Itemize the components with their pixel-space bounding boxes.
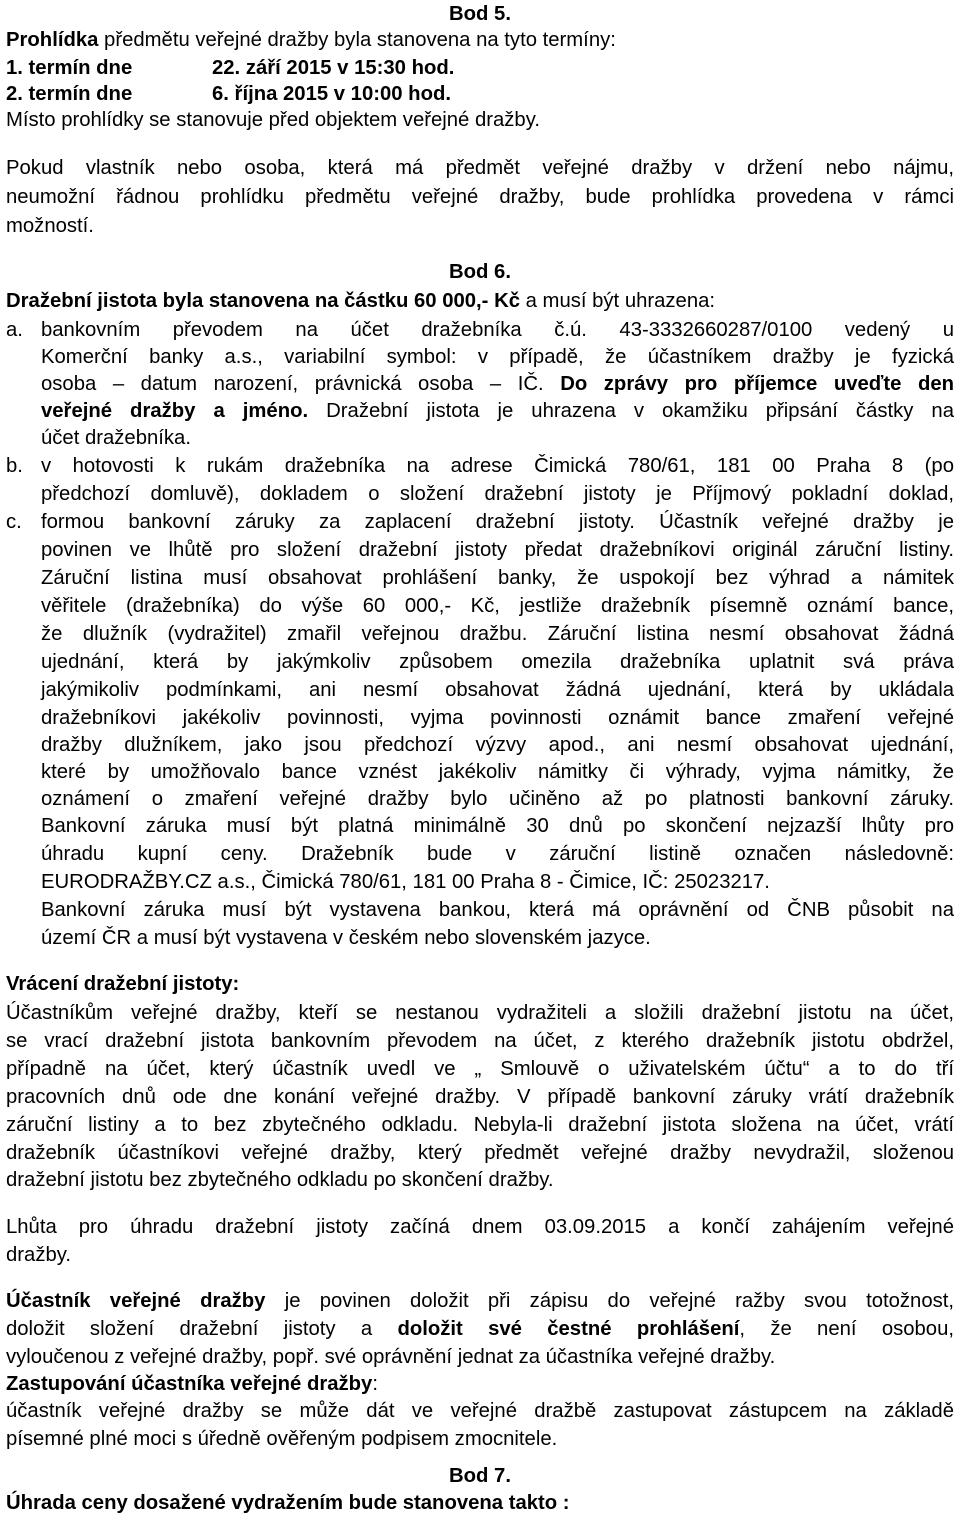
vraceni-line: záruční listiny a to bez zbytečného odkladu. Nebyla-li dražební jistota složena na účet, vrátí	[6, 1114, 954, 1136]
item-c-line: dražby dlužníkem, jako jsou předchozí výzvy apod., ani nesmí obsahovat ujednání,	[41, 734, 954, 756]
ucastnik-bold: doložit své čestné prohlášení	[397, 1318, 740, 1340]
bod5-para-line: neumožní řádnou prohlídku předmětu veřejné dražby, bude prohlídka provedena v rámci	[6, 186, 954, 208]
zastupovani-heading-colon: :	[372, 1373, 378, 1395]
item-c-line: úhradu kupní ceny. Dražebník bude v záruční listině označen následovně:	[41, 843, 954, 865]
zastupovani-line: písemné plné moci s úředně ověřeným podpisem zmocnitele.	[6, 1428, 558, 1450]
term2-value: 6. října 2015 v 10:00 hod.	[212, 83, 451, 105]
bod6-heading: Bod 6.	[449, 261, 511, 283]
item-a-line: bankovním převodem na účet dražebníka č.ú. 43-3332660287/0100 vedený u	[41, 319, 954, 341]
item-c-line: dražebníkovi jakékoliv povinnosti, vyjma povinnosti oznámit bance zmaření veřejné	[41, 707, 954, 729]
item-c-line: věřitele (dražebníka) do výše 60 000,- Kč, jestliže dražebník písemně oznámí bance,	[41, 595, 954, 617]
item-a-line3-text: osoba – datum narození, právnická osoba – IČ.	[41, 373, 544, 395]
bod5-para-line: Pokud vlastník nebo osoba, která má předmět veřejné dražby v držení nebo nájmu,	[6, 157, 954, 179]
item-c-line: formou bankovní záruky za zaplacení dražební jistoty. Účastník veřejné dražby je	[41, 511, 954, 533]
item-c-line: Záruční listina musí obsahovat prohlášení banky, že uspokojí bez výhrad a námitek	[41, 567, 954, 589]
bod6-intro-rest: a musí být uhrazena:	[520, 290, 716, 312]
item-c-line: Bankovní záruka musí být platná minimálně 30 dnů po skončení nejzazší lhůty pro	[41, 815, 954, 837]
ucastnik-text: doložit složení dražební jistoty a	[6, 1318, 398, 1340]
term1-label: 1. termín dne	[6, 57, 133, 79]
zastupovani-heading	[6, 1370, 378, 1398]
bod6-intro	[6, 287, 715, 315]
item-a-line	[41, 370, 954, 398]
item-c-label: c.	[6, 511, 22, 533]
item-c-line: oznámení o zmaření veřejné dražby bylo učiněno až po platnosti bankovní záruky.	[41, 788, 954, 810]
bod7-line: Úhrada ceny dosažené vydražením bude stanovena takto :	[6, 1492, 570, 1514]
bod5-place: Místo prohlídky se stanovuje před objektem veřejné dražby.	[6, 109, 540, 131]
item-c-line: že dlužník (vydražitel) zmařil veřejnou dražbu. Záruční listina nesmí obsahovat žádná	[41, 623, 954, 645]
ucastnik-text: , že není osobou,	[739, 1318, 954, 1340]
ucastnik-bold: Účastník veřejné dražby	[6, 1290, 266, 1312]
bod5-intro-bold: Prohlídka	[6, 29, 99, 51]
vraceni-line: dražebník účastníkovi veřejné dražby, který předmět veřejné dražby nevydražil, složenou	[6, 1142, 954, 1164]
lhuta-line: dražby.	[6, 1244, 72, 1266]
vraceni-line: pracovních dnů ode dne konání veřejné dražby. V případě bankovní záruky vrátí dražebník	[6, 1086, 954, 1108]
ucastnik-text: je povinen doložit při zápisu do veřejné ražby svou totožnost,	[265, 1290, 955, 1312]
ucastnik-line: vyloučenou z veřejné dražby, popř. své oprávnění jednat za účastníka veřejné dražby.	[6, 1346, 776, 1368]
vraceni-line: dražební jistotu bez zbytečného odkladu po skončení dražby.	[6, 1169, 554, 1191]
item-b-line: předchozí domluvě), dokladem o složení dražební jistoty je Příjmový pokladní doklad,	[41, 483, 954, 505]
item-a-line3-bold: Do zprávy pro příjemce uveďte den	[543, 373, 954, 395]
item-c-line: Bankovní záruka musí být vystavena bankou, která má oprávnění od ČNB působit na	[41, 899, 954, 921]
item-c-line: které by umožňovalo bance vznést jakékoliv námitky či výhrady, vyjma námitky, že	[41, 761, 954, 783]
ucastnik-line	[6, 1287, 954, 1315]
bod7-heading: Bod 7.	[449, 1465, 511, 1487]
term1-value: 22. září 2015 v 15:30 hod.	[212, 57, 455, 79]
vraceni-line: případně na účet, který účastník uvedl ve „ Smlouvě o uživatelském účtu“ a to do tří	[6, 1058, 954, 1080]
item-a-label: a.	[6, 319, 23, 341]
item-a-line4-text: Dražební jistota je uhrazena v okamžiku připsání částky na	[308, 400, 954, 422]
item-a-line: účet dražebníka.	[41, 427, 191, 449]
bod6-intro-bold: Dražební jistota byla stanovena na částku 60 000,- Kč	[6, 290, 520, 312]
item-c-line: území ČR a musí být vystavena v českém nebo slovenském jazyce.	[41, 927, 651, 949]
item-b-label: b.	[6, 455, 23, 477]
item-c-line: povinen ve lhůtě pro složení dražební jistoty předat dražebníkovi originál záruční listiny.	[41, 539, 954, 561]
zastupovani-heading-bold: Zastupování účastníka veřejné dražby	[6, 1373, 373, 1395]
item-a-line	[41, 397, 954, 425]
term2-label: 2. termín dne	[6, 83, 133, 105]
item-b-line: v hotovosti k rukám dražebníka na adrese Čimická 780/61, 181 00 Praha 8 (po	[41, 455, 954, 477]
item-c-line: EURODRAŽBY.CZ a.s., Čimická 780/61, 181 00 Praha 8 - Čimice, IČ: 25023217.	[41, 871, 770, 893]
vraceni-line: se vrací dražební jistota bankovním převodem na účet, z kterého dražebník jistotu obdržel,	[6, 1030, 954, 1052]
vraceni-line: Účastníkům veřejné dražby, kteří se nestanou vydražiteli a složili dražební jistotu na účet,	[6, 1002, 954, 1024]
vraceni-heading: Vrácení dražební jistoty:	[6, 973, 240, 995]
item-c-line: jakýmikoliv podmínkami, ani nesmí obsahovat žádná ujednání, která by ukládala	[41, 679, 954, 701]
ucastnik-line	[6, 1315, 954, 1343]
item-a-line: Komerční banky a.s., variabilní symbol: v případě, že účastníkem dražby je fyzická	[41, 346, 954, 368]
item-c-line: ujednání, která by jakýmkoliv způsobem omezila dražebníka uplatnit svá práva	[41, 651, 954, 673]
lhuta-line: Lhůta pro úhradu dražební jistoty začíná dnem 03.09.2015 a končí zahájením veřejné	[6, 1216, 954, 1238]
bod5-intro-rest: předmětu veřejné dražby byla stanovena na tyto termíny:	[98, 29, 616, 51]
item-a-line4-bold: veřejné dražby a jméno.	[41, 400, 309, 422]
bod5-intro	[6, 26, 616, 54]
zastupovani-line: účastník veřejné dražby se může dát ve veřejné dražbě zastupovat zástupcem na základě	[6, 1400, 954, 1422]
bod5-para-line: možností.	[6, 215, 94, 237]
bod5-heading: Bod 5.	[449, 3, 511, 25]
